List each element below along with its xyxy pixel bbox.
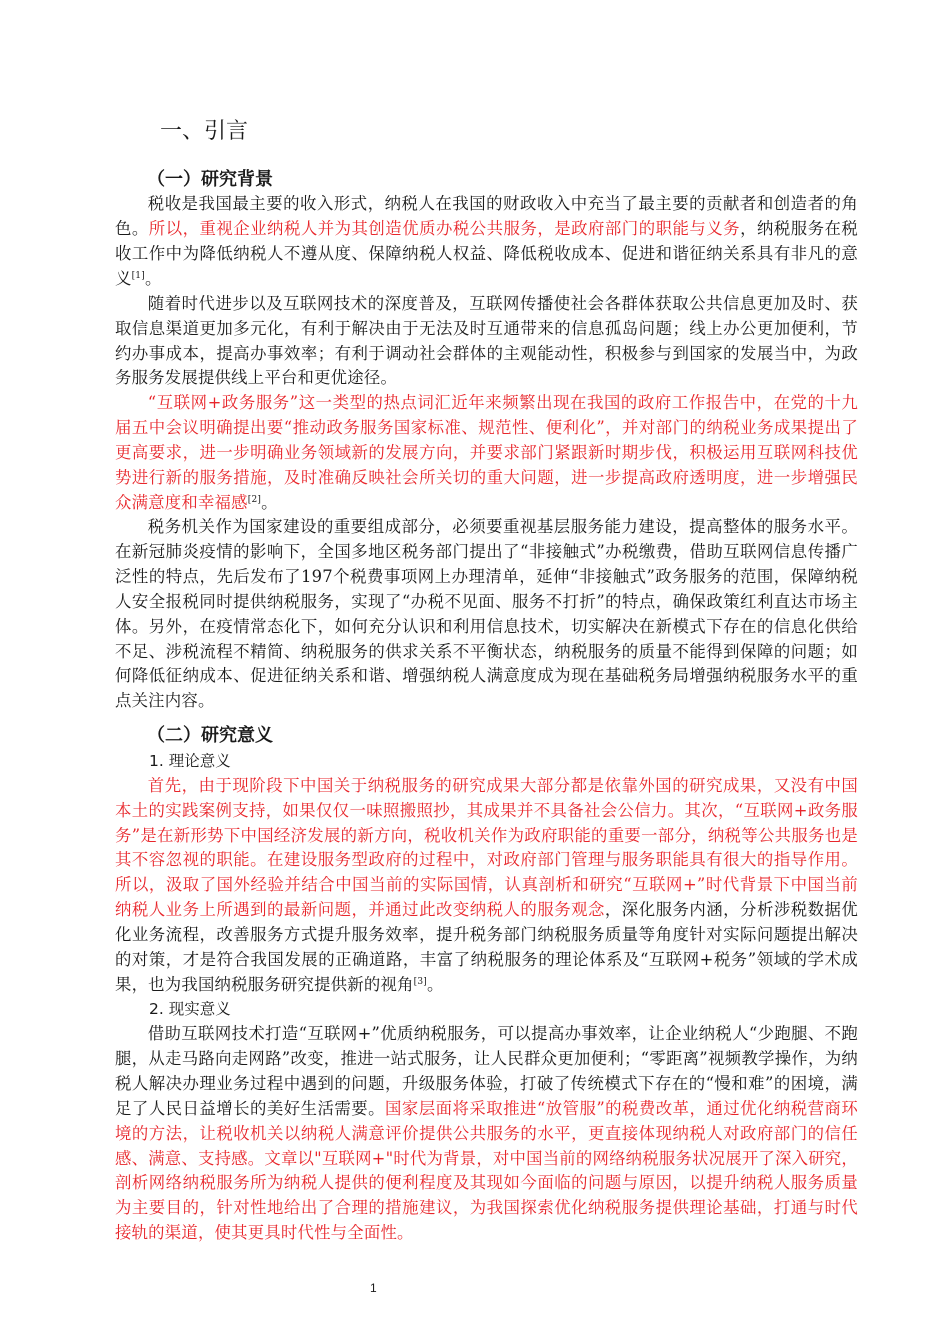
paragraph	[115, 515, 858, 714]
paragraph	[115, 192, 858, 291]
citation: [1]	[131, 270, 145, 281]
text-run: 。	[261, 492, 278, 512]
chapter-title: 一、引言	[160, 119, 249, 144]
paragraph	[115, 391, 858, 515]
highlighted-text: 国家层面将采取推进“放管服”的税费改革，通过优化纳税营商环境的方法，让税收机关以纳税人满意评价提供公共服务的水平，更直接体现纳税人对政府部门的信任感、满意、支持感。文章以"互联网+"时代为背景，对中国当前的网络纳税服务状况展开了深入研究，剖析网络纳税服务所为纳税人提供的便利程度及其现如今面临的问题与原因，以提升纳税人服务质量为主要目的，针对性地给出了合理的措施建议，为我国探索优化纳税服务提供理论基础，打通与时代接轨的渠道，使其更具时代性与全面性。	[115, 1098, 859, 1243]
text-run: 。	[144, 268, 162, 288]
text-run: ，深化服务内涵，分析涉税数据优化业务流程，改善服务方式提升服务效率，提升税务部门纳税服务质量等角度针对实际问题提出解决的对策，才是符合我国发展的正确道路，丰富了纳税服务的理论体系及“互联网+税务”领域的学术成果，也为我国纳税服务研究提供新的视角	[115, 900, 858, 994]
citation: [3]	[413, 976, 427, 987]
highlighted-text: “互联网+政务服务”这一类型的热点词汇近年来频繁出现在我国的政府工作报告中，在党的十九届五中会议明确提出要“推动政务服务国家标准、规范性、便利化”，并对部门的纳税业务成果提出了更高要求，进一步明确业务领域新的发展方向，并要求部门紧跟新时期步伐，积极运用互联网科技优势进行新的服务措施，及时准确反映社会所关切的重大问题，进一步提高政府透明度，进一步增强民众满意度和幸福感	[115, 393, 858, 512]
paragraph	[115, 292, 858, 391]
highlighted-text: 首先，由于现阶段下中国关于纳税服务的研究成果大部分都是依靠外国的研究成果，又没有中国本土的实践案例支持，如果仅仅一味照搬照抄，其成果并不具备社会公信力。其次，“互联网+政务服务”是在新形势下中国经济发展的新方向，税收机关作为政府职能的重要一部分，纳税等公共服务也是其不容忽视的职能。在建设服务型政府的过程中，对政府部门管理与服务职能具有很大的指导作用。所以，汲取了国外经验并结合中国当前的实际国情，认真剖析和研究“互联网+”时代背景下中国当前纳税人业务上所遇到的最新问题，并通过此改变纳税人的服务观念	[115, 775, 858, 920]
citation: [2]	[247, 494, 262, 505]
subsection-heading-theory: 1. 理论意义	[149, 752, 231, 770]
section-heading-background: （一）研究背景	[147, 168, 273, 190]
text-run: 。	[427, 974, 444, 994]
paragraph	[115, 1022, 858, 1246]
document-body	[115, 168, 858, 1246]
text-run: 随着时代进步以及互联网技术的深度普及，互联网传播使社会各群体获取公共信息更加及时、获取信息渠道更加多元化，有利于解决由于无法及时互通带来的信息孤岛问题；线上办公更加便利，节约办事成本，提高办事效率；有利于调动社会群体的主观能动性，积极参与到国家的发展当中，为政务服务发展提供线上平台和更优途径。	[115, 293, 858, 388]
text-run: 税务机关作为国家建设的重要组成部分，必须要重视基层服务能力建设，提高整体的服务水平。在新冠肺炎疫情的影响下，全国多地区税务部门提出了“非接触式”办税缴费，借助互联网信息传播广泛性的特点，先后发布了197个税费事项网上办理清单，延伸“非接触式”政务服务的范围，保障纳税人安全报税同时提供纳税服务，实现了“办税不见面、服务不打折”的特点，确保政策红利直达市场主体。另外，在疫情常态化下，如何充分认识和利用信息技术，切实解决在新模式下存在的信息化供给不足、涉税流程不精简、纳税服务的供求关系不平衡状态，纳税服务的质量不能得到保障的问题；如何降低征纳成本、促进征纳关系和谐、增强纳税人满意度成为现在基础税务局增强纳税服务水平的重点关注内容。	[115, 517, 858, 711]
section-heading-significance: （二）研究意义	[147, 725, 273, 747]
text-run: 税收是我国最主要的收入形式，纳税人在我国的财政收入中充当了最主要的贡献者和创造者的角色。	[115, 194, 858, 239]
subsection-heading-practice: 2. 现实意义	[149, 1000, 231, 1019]
highlighted-text: 所以，重视企业纳税人并为其创造优质办税公共服务，是政府部门的职能与义务	[148, 219, 741, 239]
paragraph	[115, 774, 858, 998]
page-number: 1	[370, 1281, 377, 1295]
text-run: 借助互联网技术打造“互联网+”优质纳税服务，可以提高办事效率，让企业纳税人“少跑腿、不跑腿，从走马路向走网路”改变，推进一站式服务，让人民群众更加便利；“零距离”视频教学操作，为纳税人解决办理业务过程中遇到的问题，升级服务体验，打破了传统模式下存在的“慢和难”的困境，满足了人民日益增长的美好生活需要。	[115, 1024, 858, 1118]
text-run: ，纳税服务在税收工作中为降低纳税人不遵从度、保障纳税人权益、降低税收成本、促进和谐征纳关系具有非凡的意义	[115, 219, 859, 288]
